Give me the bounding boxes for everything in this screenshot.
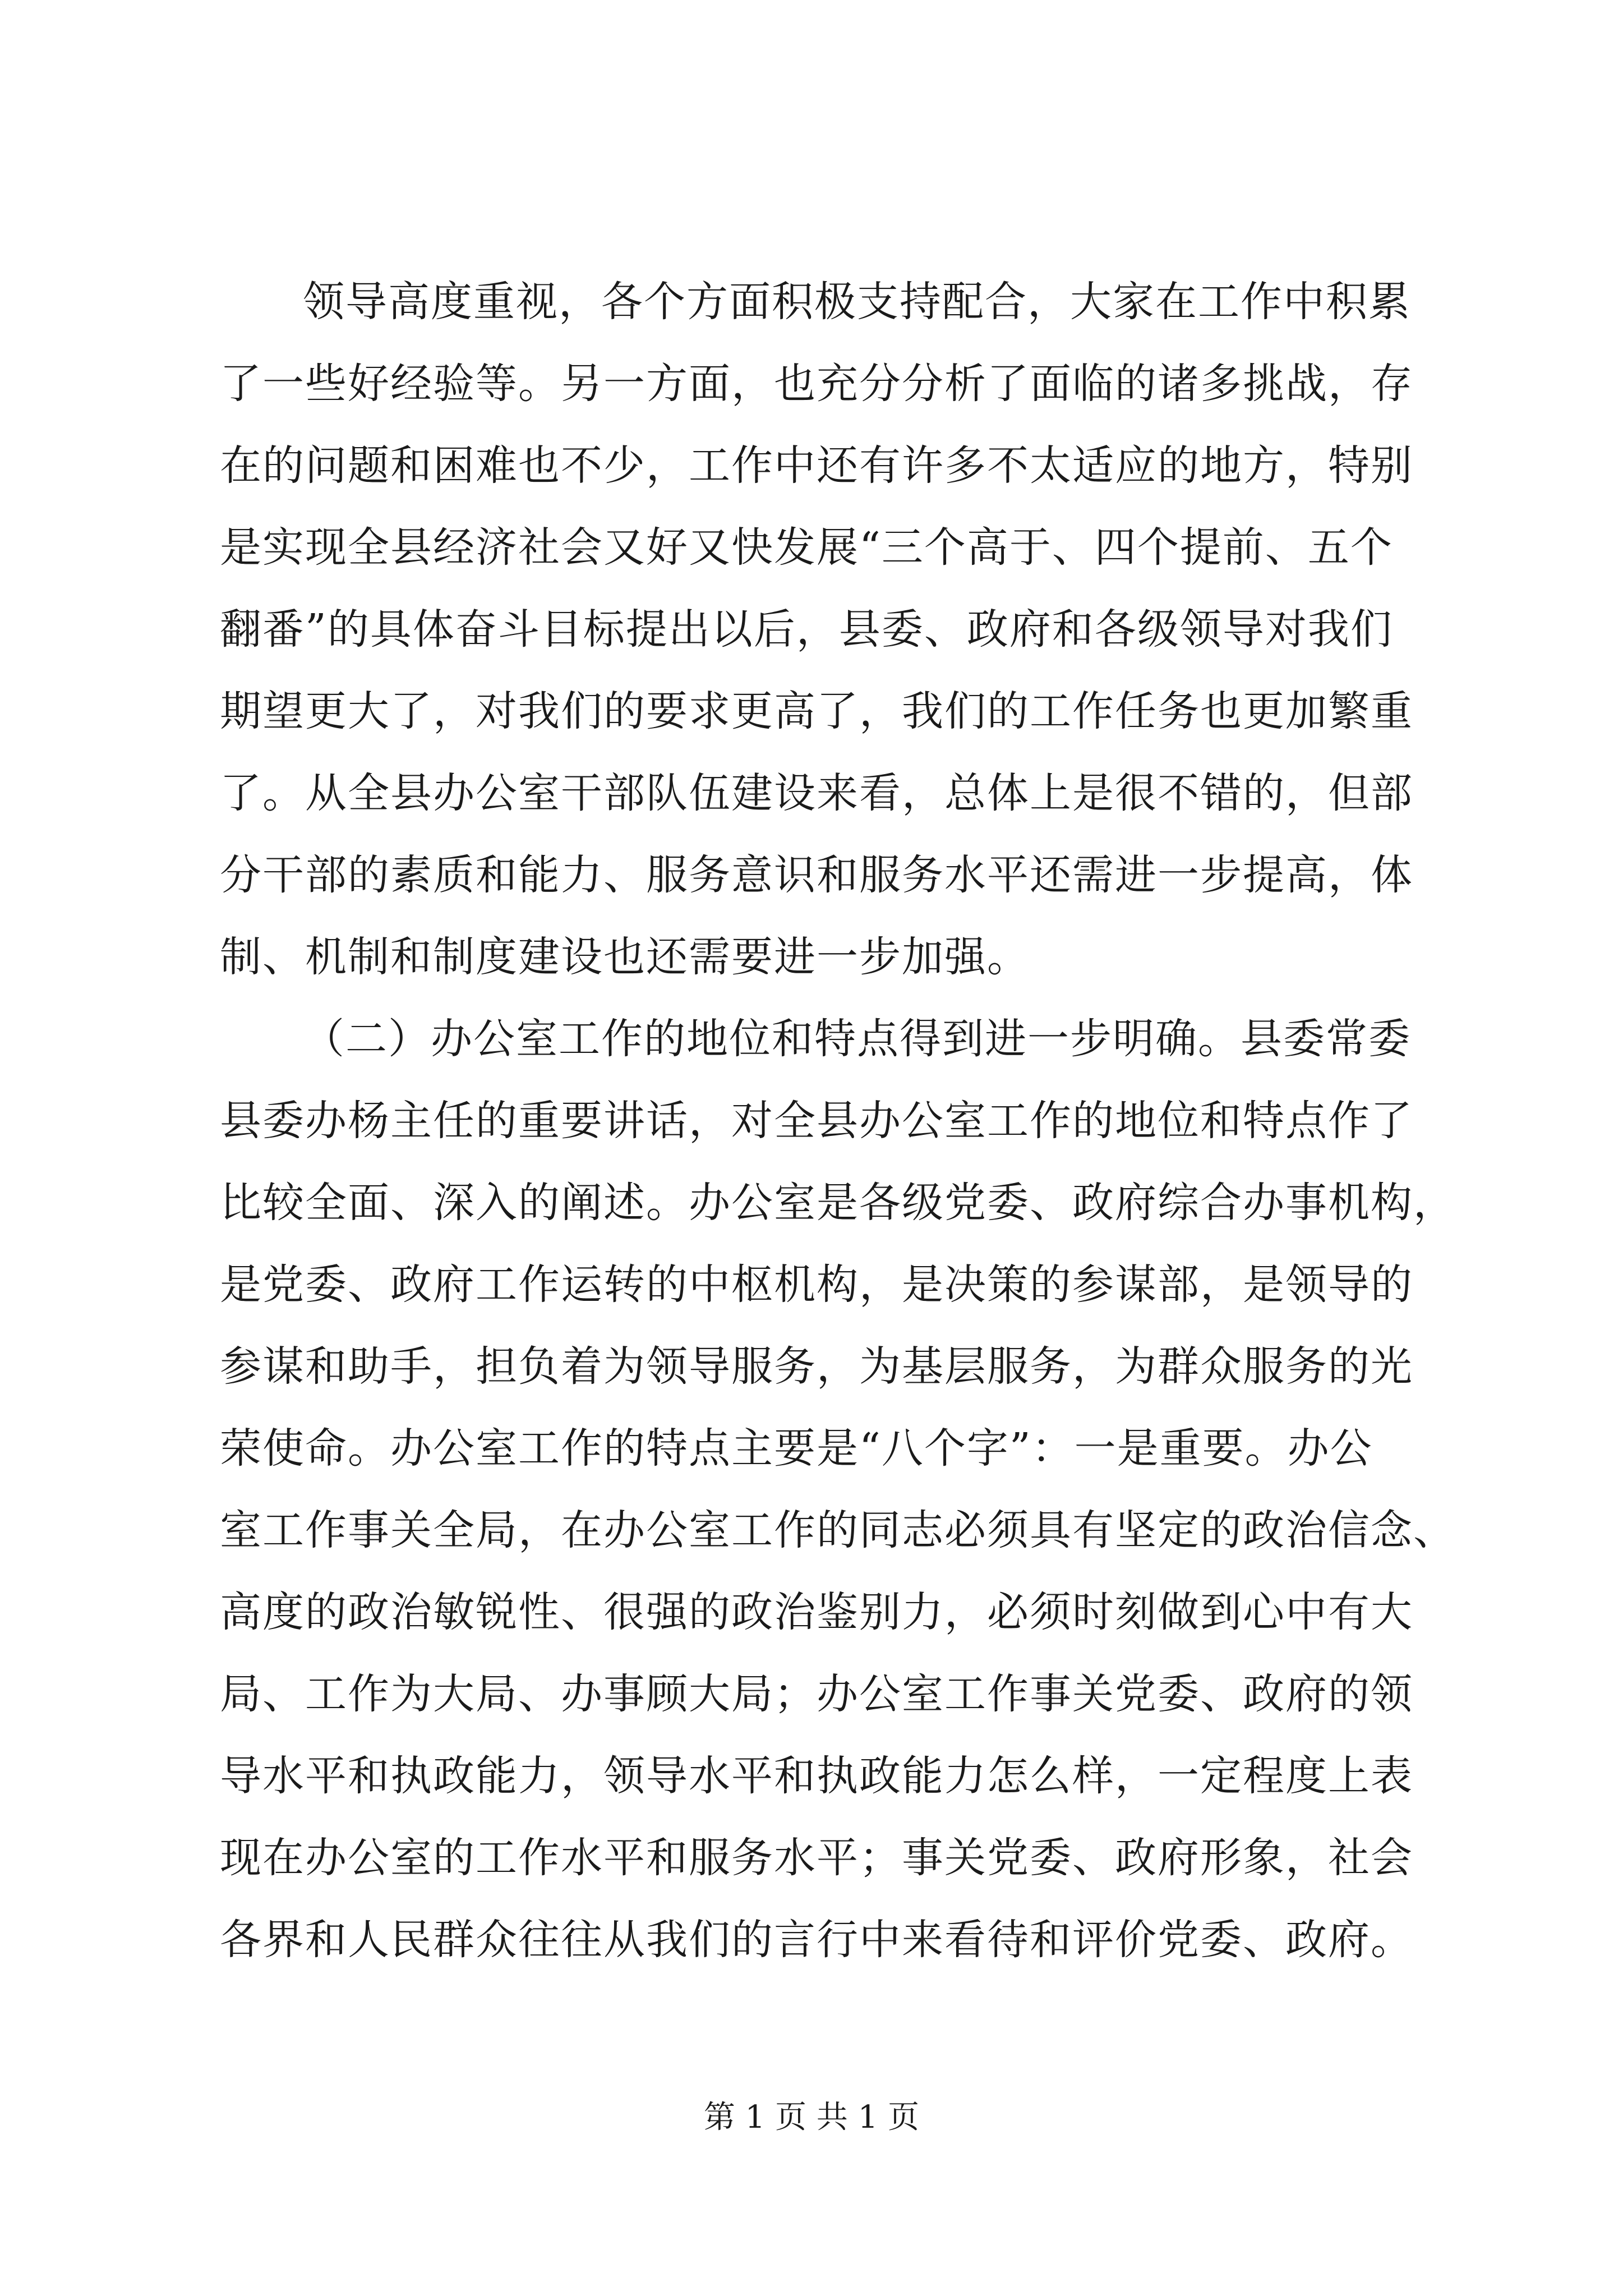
paragraph-line: 分干部的素质和能力、服务意识和服务水平还需进一步提高，体	[220, 851, 1413, 899]
paragraph-line: 是实现全县经济社会又好又快发展“三个高于、四个提前、五个	[220, 523, 1393, 572]
paragraph-line: 翻番”的具体奋斗目标提出以后，县委、政府和各级领导对我们	[220, 605, 1393, 654]
paragraph-line: 现在办公室的工作水平和服务水平；事关党委、政府形象，社会	[220, 1834, 1413, 1882]
paragraph-line: 期望更大了，对我们的要求更高了，我们的工作任务也更加繁重	[220, 687, 1413, 735]
paragraph-line: 参谋和助手，担负着为领导服务，为基层服务，为群众服务的光	[220, 1342, 1413, 1391]
paragraph-line: 局、工作为大局、办事顾大局；办公室工作事关党委、政府的领	[220, 1670, 1413, 1718]
paragraph-line: 高度的政治敏锐性、很强的政治鉴别力，必须时刻做到心中有大	[220, 1588, 1413, 1636]
paragraph-line: 了。从全县办公室干部队伍建设来看，总体上是很不错的，但部	[220, 769, 1413, 817]
paragraph-line: 各界和人民群众往往从我们的言行中来看待和评价党委、政府。	[220, 1916, 1413, 1964]
paragraph-line: 了一些好经验等。另一方面，也充分分析了面临的诸多挑战，存	[220, 360, 1413, 408]
paragraph-line: 比较全面、深入的阐述。办公室是各级党委、政府综合办事机构，	[220, 1179, 1456, 1227]
section-heading-line: （二）办公室工作的地位和特点得到进一步明确。县委常委	[303, 1015, 1411, 1063]
paragraph-line: 县委办杨主任的重要讲话，对全县办公室工作的地位和特点作了	[220, 1097, 1413, 1145]
paragraph-line: 在的问题和困难也不少，工作中还有许多不太适应的地方，特别	[220, 441, 1413, 490]
paragraph-line: 是党委、政府工作运转的中枢机构，是决策的参谋部，是领导的	[220, 1260, 1413, 1309]
page-footer: 第 1 页 共 1 页	[703, 2099, 920, 2136]
paragraph-line: 领导高度重视，各个方面积极支持配合，大家在工作中积累	[303, 278, 1411, 326]
paragraph-line: 室工作事关全局，在办公室工作的同志必须具有坚定的政治信念、	[220, 1506, 1456, 1554]
document-body	[220, 261, 1456, 1981]
paragraph-line: 制、机制和制度建设也还需要进一步加强。	[220, 933, 1030, 981]
paragraph-line: 导水平和执政能力，领导水平和执政能力怎么样，一定程度上表	[220, 1752, 1413, 1800]
paragraph-line: 荣使命。办公室工作的特点主要是“八个字”：一是重要。办公	[220, 1424, 1373, 1473]
